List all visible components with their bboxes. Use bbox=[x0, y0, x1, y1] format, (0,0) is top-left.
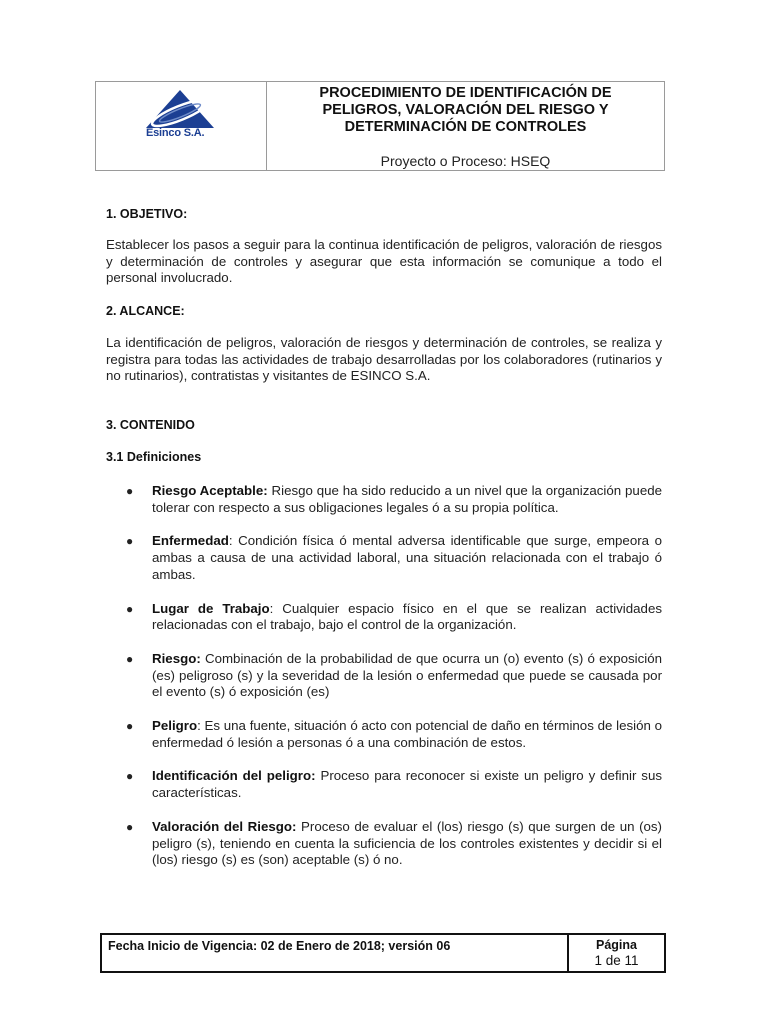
bullet-icon: ● bbox=[126, 819, 134, 834]
definition-text: Riesgo que ha sido reducido a un nivel que la organización puede tolerar con respecto a sus obligaciones legales ó a su propia política. bbox=[152, 483, 662, 515]
bullet-icon: ● bbox=[126, 651, 134, 666]
definition-item bbox=[106, 533, 662, 583]
document-subtitle: Proyecto o Proceso: HSEQ bbox=[380, 153, 551, 169]
definition-item bbox=[106, 651, 662, 701]
esinco-triangle-logo-icon bbox=[144, 88, 216, 130]
document-title bbox=[267, 82, 664, 136]
title-line-2: PELIGROS, VALORACIÓN DEL RIESGO Y bbox=[322, 102, 609, 118]
objetivo-paragraph: Establecer los pasos a seguir para la continua identificación de peligros, valoración de riesgos y determinación de controles y asegurar que esta información se comunique a todo el personal involucrado. bbox=[106, 237, 662, 286]
bullet-icon: ● bbox=[126, 719, 134, 734]
logo-text: Esinco S.A. bbox=[146, 127, 205, 139]
bullet-icon: ● bbox=[126, 534, 134, 549]
document-title-cell bbox=[267, 82, 664, 170]
definition-item bbox=[106, 601, 662, 634]
definition-text: Proceso para reconocer si existe un peligro y definir sus características. bbox=[152, 768, 662, 801]
definition-text: Proceso de evaluar el (los) riesgo (s) que surgen de un (os) peligro (s), teniendo en cuenta la suficiencia de los controles existentes y decidir si el (los) riesgo (s) es (son) aceptable (s) ó no. bbox=[152, 818, 662, 868]
definition-text: : Condición física ó mental adversa identificable que surge, empeora o ambas a causa de una actividad laboral, una situación relacionada con el trabajo ó ambas. bbox=[152, 533, 662, 582]
page-number: 1 de 11 bbox=[594, 953, 639, 968]
definition-term: Peligro bbox=[152, 718, 198, 734]
page-label: Página bbox=[596, 938, 637, 952]
title-line-1: PROCEDIMIENTO DE IDENTIFICACIÓN DE bbox=[319, 85, 612, 101]
document-header bbox=[95, 81, 665, 171]
title-line-3: DETERMINACIÓN DE CONTROLES bbox=[344, 119, 587, 135]
definition-term: Lugar de Trabajo bbox=[152, 600, 270, 616]
vigencia-text: Fecha Inicio de Vigencia: 02 de Enero de 2018; versión 06 bbox=[102, 935, 569, 971]
definition-term: Identificación del peligro: bbox=[152, 768, 316, 784]
definition-term: Valoración del Riesgo: bbox=[152, 818, 297, 834]
bullet-icon: ● bbox=[126, 484, 134, 498]
contenido-heading: 3. CONTENIDO bbox=[106, 418, 195, 432]
alcance-paragraph: La identificación de peligros, valoración de riesgos y determinación de controles, se realiza y registra para todas las actividades de trabajo desarrolladas por los colaboradores (rutinarios y no rutinarios), contratistas y visitantes de ESINCO S.A. bbox=[106, 335, 662, 384]
definition-item bbox=[106, 819, 662, 869]
definition-item bbox=[106, 718, 662, 751]
definiciones-heading: 3.1 Definiciones bbox=[106, 450, 202, 464]
alcance-heading: 2. ALCANCE: bbox=[106, 304, 185, 318]
definition-item bbox=[106, 768, 662, 801]
page-indicator bbox=[569, 935, 664, 971]
document-footer bbox=[100, 933, 666, 973]
definition-text: Combinación de la probabilidad de que ocurra un (o) evento (s) ó exposición (es) peligroso (s) y la severidad de la lesión o enfermedad que puede se causada por el evento (s) ó exposición (es) bbox=[152, 650, 662, 700]
definitions-list bbox=[106, 483, 662, 869]
bullet-icon: ● bbox=[126, 769, 134, 784]
company-logo bbox=[96, 82, 267, 170]
definition-term: Riesgo: bbox=[152, 650, 201, 666]
definition-term: Riesgo Aceptable: bbox=[152, 483, 268, 498]
objetivo-heading: 1. OBJETIVO: bbox=[106, 207, 188, 221]
definition-term: Enfermedad bbox=[152, 533, 229, 549]
definition-text: : Es una fuente, situación ó acto con potencial de daño en términos de lesión o enfermedad ó lesión a personas ó a una combinación de estos. bbox=[152, 718, 662, 750]
bullet-icon: ● bbox=[126, 601, 134, 616]
definition-item bbox=[106, 483, 662, 516]
definition-text: : Cualquier espacio físico en el que se realizan actividades relacionadas con el trabajo, bajo el control de la organización. bbox=[152, 600, 662, 633]
